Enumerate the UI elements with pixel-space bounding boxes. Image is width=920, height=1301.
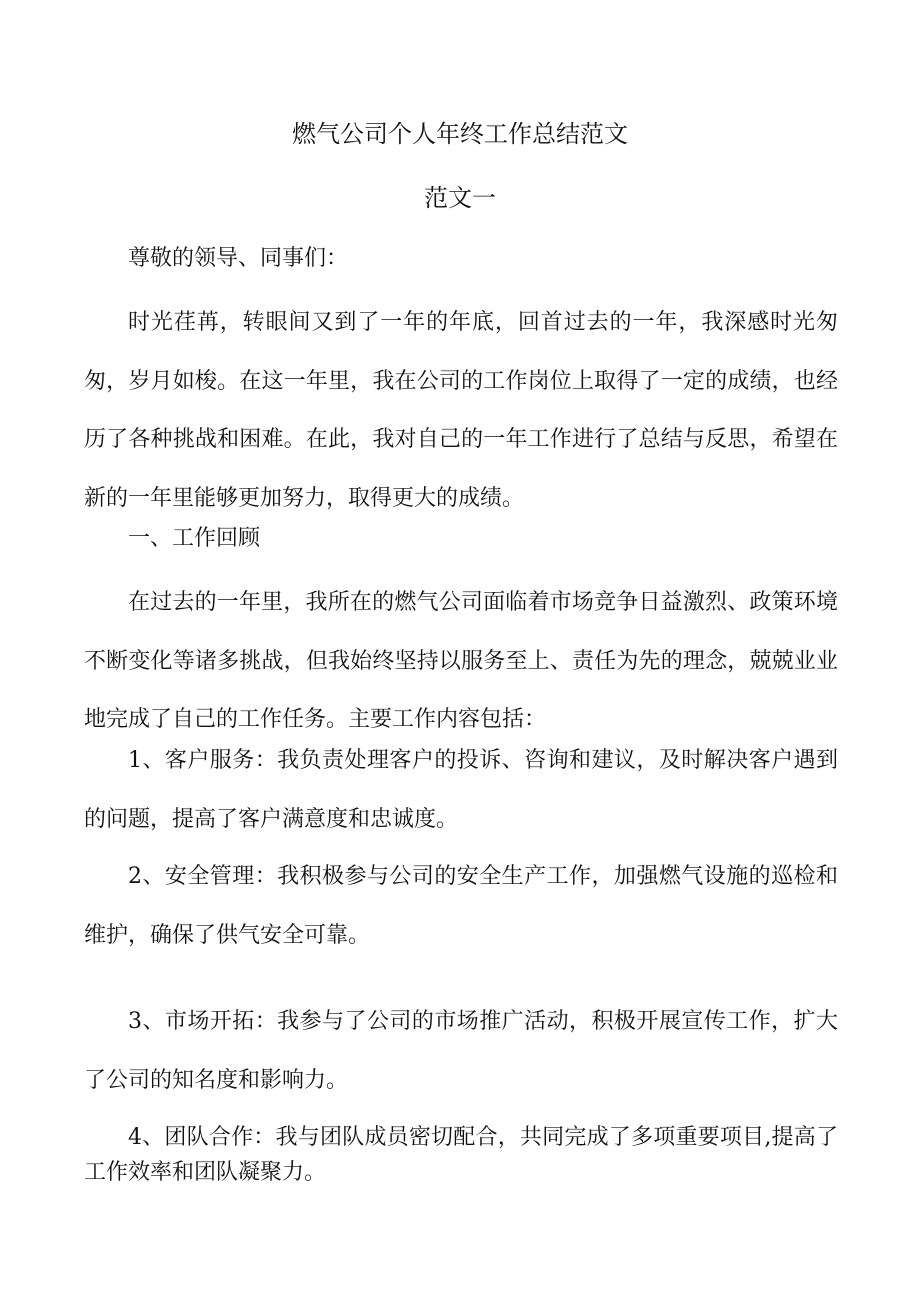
list-item: 1、客户服务：我负责处理客户的投诉、咨询和建议，及时解决客户遇到的问题，提高了客户满意度和忠诚度。: [84, 748, 838, 832]
intro-paragraph: 时光荏苒，转眼间又到了一年的年底，回首过去的一年，我深感时光匆匆，岁月如梭。在这一年里，我在公司的工作岗位上取得了一定的成绩，也经历了各种挑战和困难。在此，我对自己的一年工作进行了总结与反思，希望在新的一年里能够更加努力，取得更大的成绩。: [84, 310, 838, 511]
section-heading: 一、工作回顾: [128, 526, 261, 551]
document-title: 燃气公司个人年终工作总结范文: [292, 120, 628, 148]
list-item: 4、团队合作：我与团队成员密切配合，共同完成了多项重要项目,提高了工作效率和团队凝聚力。: [84, 1125, 838, 1185]
document-subtitle: 范文一: [424, 184, 496, 212]
list-item: 3、市场开拓：我参与了公司的市场推广活动，积极开展宣传工作，扩大了公司的知名度和影响力。: [84, 1009, 838, 1093]
salutation: 尊敬的领导、同事们：: [128, 246, 349, 271]
list-item: 2、安全管理：我积极参与公司的安全生产工作，加强燃气设施的巡检和维护，确保了供气安全可靠。: [84, 864, 838, 948]
review-paragraph: 在过去的一年里，我所在的燃气公司面临着市场竞争日益激烈、政策环境不断变化等诸多挑战，但我始终坚持以服务至上、责任为先的理念，兢兢业业地完成了自己的工作任务。主要工作内容包括：: [84, 590, 838, 732]
